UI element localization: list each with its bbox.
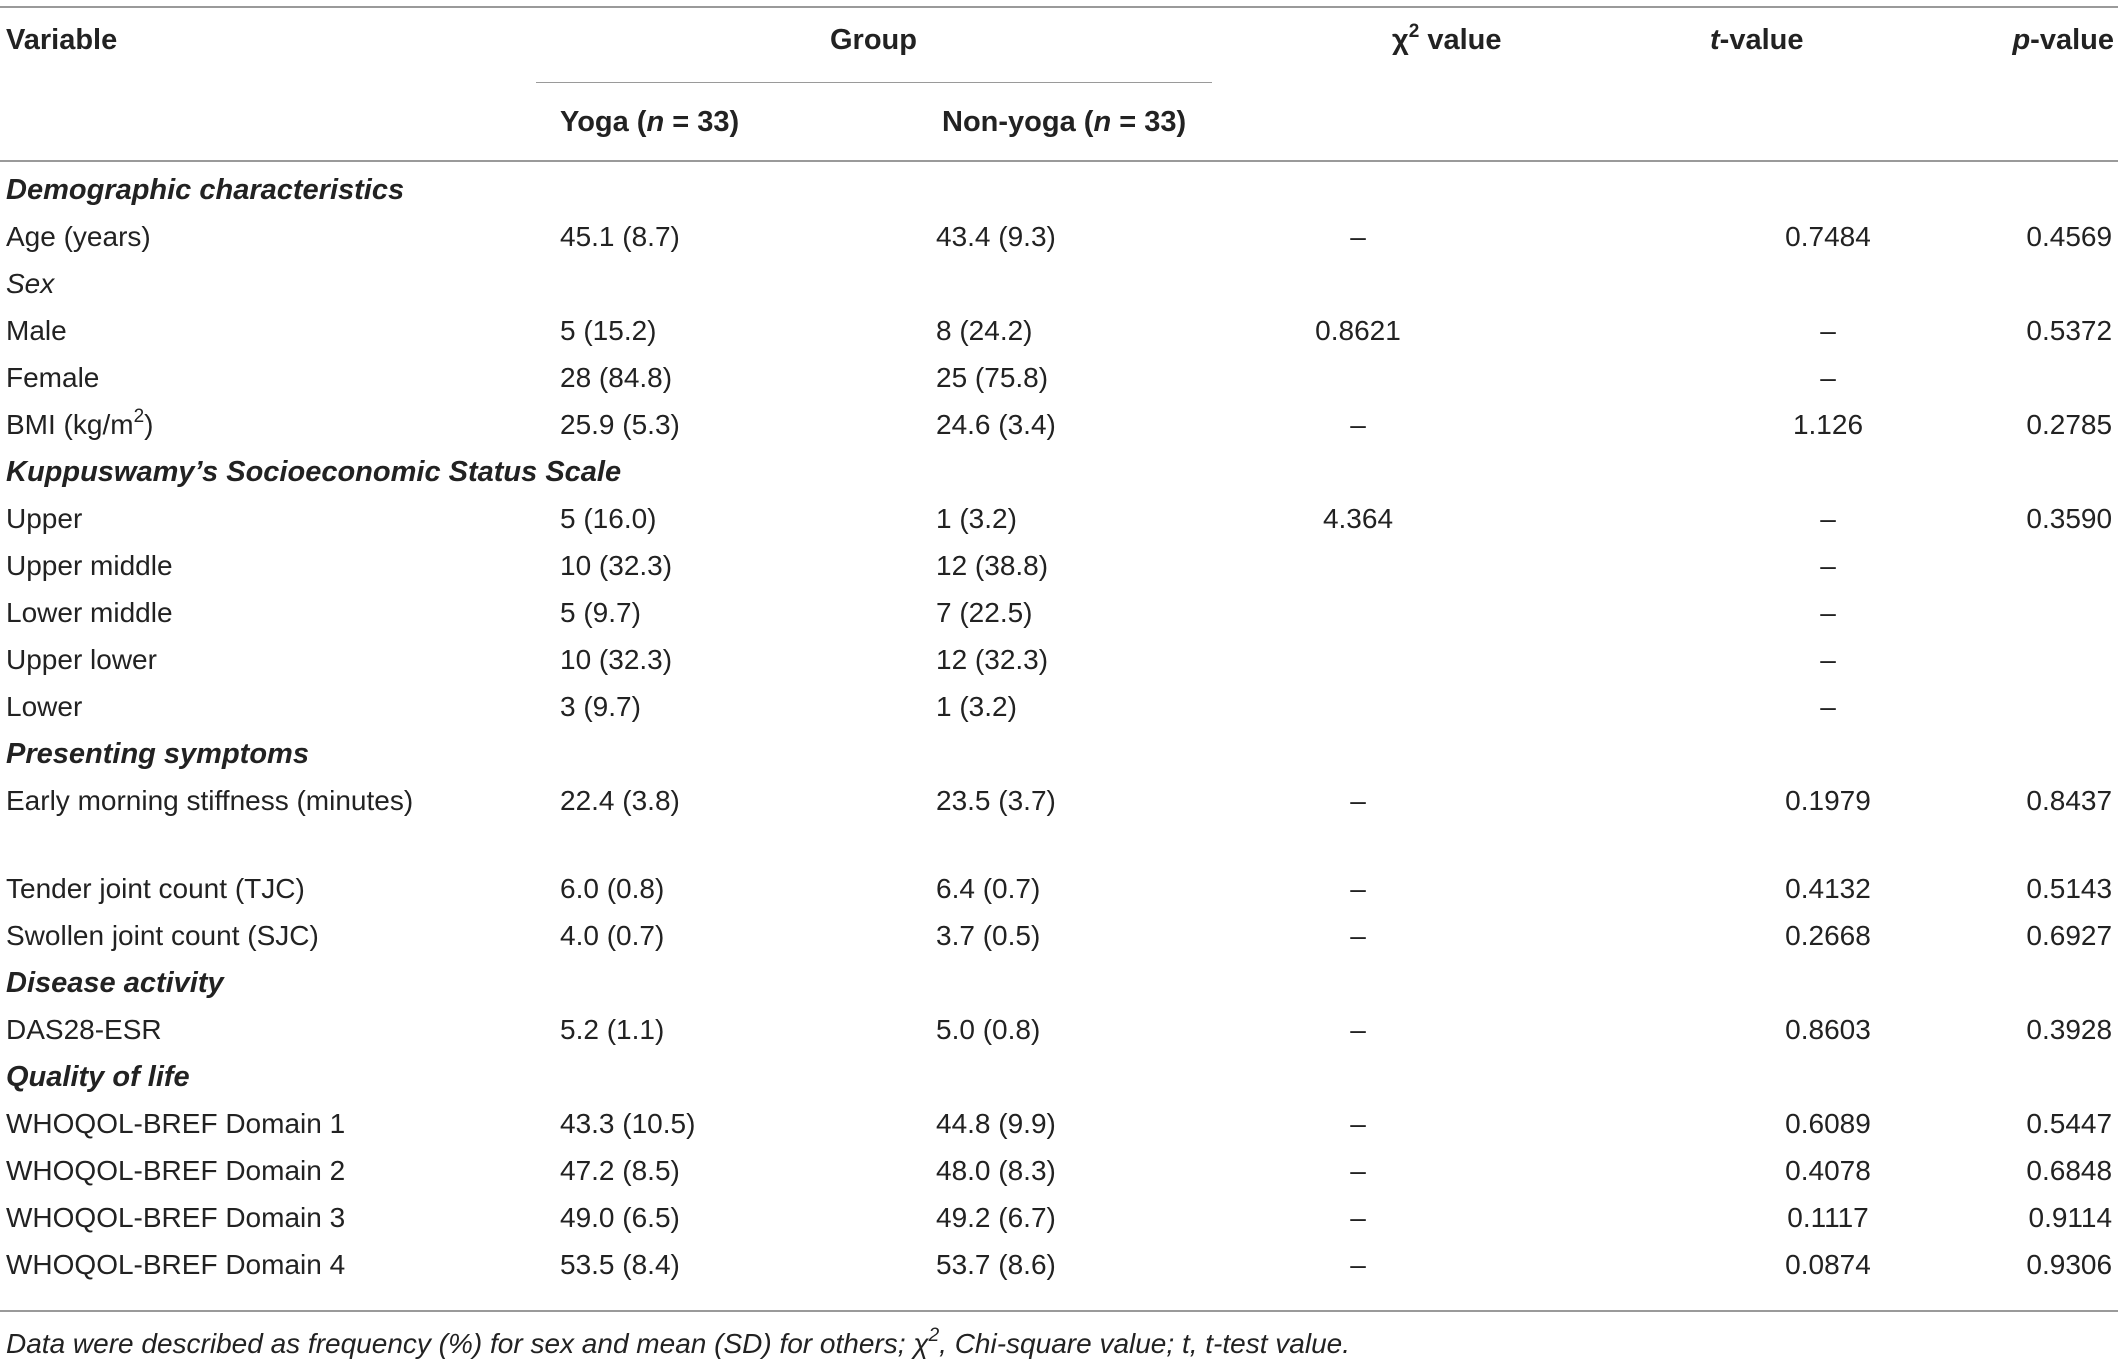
header-chi2-suffix: value [1419,24,1502,56]
cell-t-value: 0.1117 [1787,1202,1869,1233]
cell-p-value: 0.4569 [2026,221,2113,252]
table-row [0,781,2118,869]
cell-p-value [1928,546,2118,593]
header-nonyoga [942,102,1186,142]
table-body [0,170,2118,1292]
cell-yoga: 10 (32.3) [560,550,673,581]
row-label: WHOQOL-BREF Domain 1 [6,1108,346,1139]
cell-nonyoga: 1 (3.2) [936,503,1017,534]
cell-p-value: 0.5447 [2026,1108,2113,1139]
header-t-italic: t [1710,24,1720,56]
table-row [0,405,2118,452]
row-label: Lower middle [6,597,173,628]
cell-t-value: – [1820,691,1836,722]
header-nonyoga-n: n [1093,106,1112,138]
cell-yoga: 4.0 (0.7) [560,920,665,951]
table-row [0,916,2118,963]
cell-yoga: 45.1 (8.7) [560,221,680,252]
row-label: Upper [6,503,83,534]
row-label-sup: 2 [133,406,145,427]
cell-p-value [1928,640,2118,687]
cell-yoga: 22.4 (3.8) [560,785,680,816]
table-row [0,1010,2118,1057]
cell-t-value: 1.126 [1792,409,1864,440]
table-row [0,1151,2118,1198]
cell-chi2: – [1350,1108,1366,1139]
cell-t-value: – [1820,597,1836,628]
header-chi2-symbol: χ [1392,24,1409,56]
section-header-row [0,734,2118,781]
cell-chi2: – [1350,920,1366,951]
cell-t-value: 0.4132 [1785,873,1871,904]
header-variable [6,20,117,60]
cell-nonyoga: 1 (3.2) [936,691,1017,722]
cell-t-value: – [1820,644,1836,675]
footnote-sup: 2 [928,1325,940,1346]
row-label: Swollen joint count (SJC) [6,920,319,951]
cell-p-value: 0.9306 [2026,1249,2113,1280]
cell-nonyoga: 5.0 (0.8) [936,1014,1041,1045]
section-label: Disease activity [6,967,224,999]
table-row [0,640,2118,687]
row-label: WHOQOL-BREF Domain 3 [6,1202,346,1233]
section-label: Kuppuswamy’s Socioeconomic Status Scale [6,456,622,488]
row-label: WHOQOL-BREF Domain 4 [6,1249,346,1280]
cell-yoga: 53.5 (8.4) [560,1249,680,1280]
cell-chi2: – [1350,1155,1366,1186]
cell-chi2: – [1350,409,1366,440]
header-chi2-sup: 2 [1408,21,1420,42]
section-label: Quality of life [6,1061,190,1093]
cell-nonyoga: 49.2 (6.7) [936,1202,1056,1233]
cell-nonyoga: 44.8 (9.9) [936,1108,1056,1139]
cell-yoga: 25.9 (5.3) [560,409,680,440]
cell-nonyoga: 53.7 (8.6) [936,1249,1056,1280]
cell-chi2: 4.364 [1322,503,1394,534]
cell-chi2: – [1350,785,1366,816]
cell-nonyoga: 3.7 (0.5) [936,920,1041,951]
header-t-value [1710,20,1804,60]
row-label-text: BMI (kg/m [6,409,134,440]
header-group [830,20,917,60]
row-label: Tender joint count (TJC) [6,873,305,904]
cell-nonyoga: 25 (75.8) [936,362,1049,393]
cell-p-value: 0.5372 [2026,315,2113,346]
section-label: Demographic characteristics [6,174,405,206]
cell-nonyoga: 6.4 (0.7) [936,873,1041,904]
header-p-suffix: -value [2030,24,2114,56]
cell-t-value: 0.0874 [1785,1249,1871,1280]
bottom-rule [0,1310,2118,1312]
cell-t-value: 0.4078 [1785,1155,1871,1186]
row-label: Age (years) [6,221,151,252]
cell-p-value [1928,593,2118,640]
row-label: Early morning stiffness (minutes) [6,785,414,816]
cell-nonyoga: 23.5 (3.7) [936,785,1056,816]
cell-t-value: – [1820,362,1836,393]
cell-nonyoga: 24.6 (3.4) [936,409,1056,440]
subsection-header-row [0,264,2118,311]
cell-yoga: 5 (16.0) [560,503,657,534]
cell-chi2: – [1350,1014,1366,1045]
cell-chi2 [1298,640,1628,687]
cell-t-value: 0.1979 [1785,785,1871,816]
row-label: DAS28-ESR [6,1014,162,1045]
table-row [0,358,2118,405]
cell-yoga: 5 (15.2) [560,315,657,346]
header-variable-text: Variable [6,24,118,56]
section-header-row [0,963,2118,1010]
cell-yoga: 6.0 (0.8) [560,873,665,904]
section-header-row [0,1057,2118,1104]
cell-chi2: – [1350,1202,1366,1233]
table-row [0,1245,2118,1292]
cell-p-value [1928,358,2118,405]
row-label [0,405,554,452]
table-row [0,499,2118,546]
table-row [0,869,2118,916]
cell-nonyoga: 12 (32.3) [936,644,1049,675]
cell-p-value: 0.6848 [2026,1155,2113,1186]
cell-t-value: 0.6089 [1785,1108,1871,1139]
cell-nonyoga: 12 (38.8) [936,550,1049,581]
section-header-row [0,452,2118,499]
header-group-text: Group [830,24,917,56]
row-label: Male [6,315,67,346]
header-nonyoga-prefix: Non-yoga ( [942,106,1094,138]
header-t-suffix: -value [1719,24,1804,56]
header-yoga [560,102,739,142]
cell-chi2: 0.8621 [1315,315,1401,346]
table-row [0,687,2118,734]
cell-p-value: 0.9114 [2028,1202,2113,1233]
table-row [0,546,2118,593]
subsection-label: Sex [6,268,55,299]
cell-p-value: 0.2785 [2026,409,2113,440]
cell-chi2 [1298,593,1628,640]
row-label: Upper lower [6,644,157,675]
header-yoga-n: n [646,106,665,138]
cell-chi2: – [1350,221,1366,252]
top-rule [0,6,2118,8]
header-p-italic: p [2012,24,2031,56]
section-label: Presenting symptoms [6,738,309,770]
cell-yoga: 43.3 (10.5) [560,1108,696,1139]
cell-chi2: – [1350,873,1366,904]
cell-chi2: – [1350,1249,1366,1280]
cell-nonyoga: 48.0 (8.3) [936,1155,1056,1186]
cell-chi2 [1298,546,1628,593]
row-label: WHOQOL-BREF Domain 2 [6,1155,346,1186]
row-label-end: ) [144,409,154,440]
cell-yoga: 47.2 (8.5) [560,1155,680,1186]
section-header-row [0,170,2118,217]
header-yoga-suffix: = 33) [664,106,740,138]
cell-p-value: 0.6927 [2026,920,2113,951]
table-row [0,217,2118,264]
cell-p-value [1928,687,2118,734]
cell-p-value: 0.3590 [2026,503,2113,534]
header-chi2 [1392,20,1502,60]
table-row [0,1104,2118,1151]
table-row [0,1198,2118,1245]
cell-t-value: – [1820,550,1836,581]
table-row [0,311,2118,358]
cell-yoga: 28 (84.8) [560,362,673,393]
header-rule [0,160,2118,162]
table-row [0,593,2118,640]
footnote [6,1324,1350,1364]
header-nonyoga-suffix: = 33) [1111,106,1187,138]
row-label: Upper middle [6,550,173,581]
cell-nonyoga: 8 (24.2) [936,315,1033,346]
cell-yoga: 10 (32.3) [560,644,673,675]
footnote-text: Data were described as frequency (%) for sex and mean (SD) for others; χ [6,1328,929,1359]
cell-yoga: 5 (9.7) [560,597,641,628]
cell-p-value: 0.8437 [2026,785,2113,816]
footnote-text-end: , Chi-square value; t, t-test value. [939,1328,1351,1359]
cell-yoga: 5.2 (1.1) [560,1014,665,1045]
cell-t-value: – [1820,315,1836,346]
header-yoga-prefix: Yoga ( [560,106,647,138]
cell-yoga: 3 (9.7) [560,691,641,722]
cell-nonyoga: 7 (22.5) [936,597,1033,628]
data-table [0,170,2118,1292]
cell-p-value: 0.3928 [2026,1014,2113,1045]
row-label: Lower [6,691,83,722]
row-label: Female [6,362,100,393]
group-rule [536,82,1212,83]
cell-chi2 [1298,358,1628,405]
cell-nonyoga: 43.4 (9.3) [936,221,1056,252]
cell-t-value: 0.7484 [1785,221,1871,252]
cell-t-value: – [1820,503,1836,534]
cell-yoga: 49.0 (6.5) [560,1202,680,1233]
header-p-value [2012,20,2114,60]
cell-chi2 [1298,687,1628,734]
cell-t-value: 0.8603 [1785,1014,1871,1045]
cell-t-value: 0.2668 [1785,920,1871,951]
cell-p-value: 0.5143 [2026,873,2113,904]
